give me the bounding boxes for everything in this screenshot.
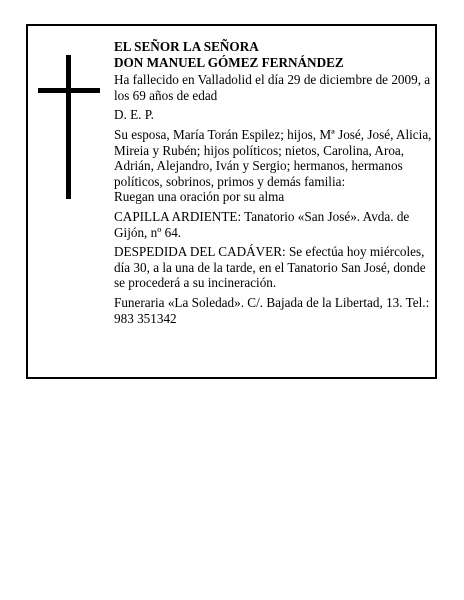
latin-cross-icon [38,55,100,199]
prayer-request: Ruegan una oración por su alma [114,189,285,205]
family-list: Su esposa, María Torán Espilez; hijos, Mª José, José, Alicia, Mireia y Rubén; hijos políticos; nietos, Carolina, Aroa, Adrián, Alejandro, Iván y Sergio; hermanos, hermanos políticos, sobrinos, primos y demás familia: [114,126,432,189]
farewell-info: DESPEDIDA DEL CADÁVER: Se efectúa hoy miércoles, día 30, a la una de la tarde, en el Tanatorio San José, donde se procederá a su incineración. [114,244,426,291]
funeral-home-info: Funeraria «La Soledad». C/. Bajada de la Libertad, 13. Tel.: 983 351342 [114,294,430,326]
rip-text: D. E. P. [114,107,154,123]
heading-title: EL SEÑOR LA SEÑORA [114,39,259,54]
obituary-text [114,39,434,330]
chapel-info: CAPILLA ARDIENTE: Tanatorio «San José». Avda. de Gijón, nº 64. [114,208,410,240]
obituary-notice [26,24,437,379]
cross-vertical-bar [66,55,71,199]
cross-horizontal-bar [38,88,100,93]
deceased-name: DON MANUEL GÓMEZ FERNÁNDEZ [114,54,344,70]
death-info: Ha fallecido en Valladolid el día 29 de diciembre de 2009, a los 69 años de edad [114,72,431,103]
